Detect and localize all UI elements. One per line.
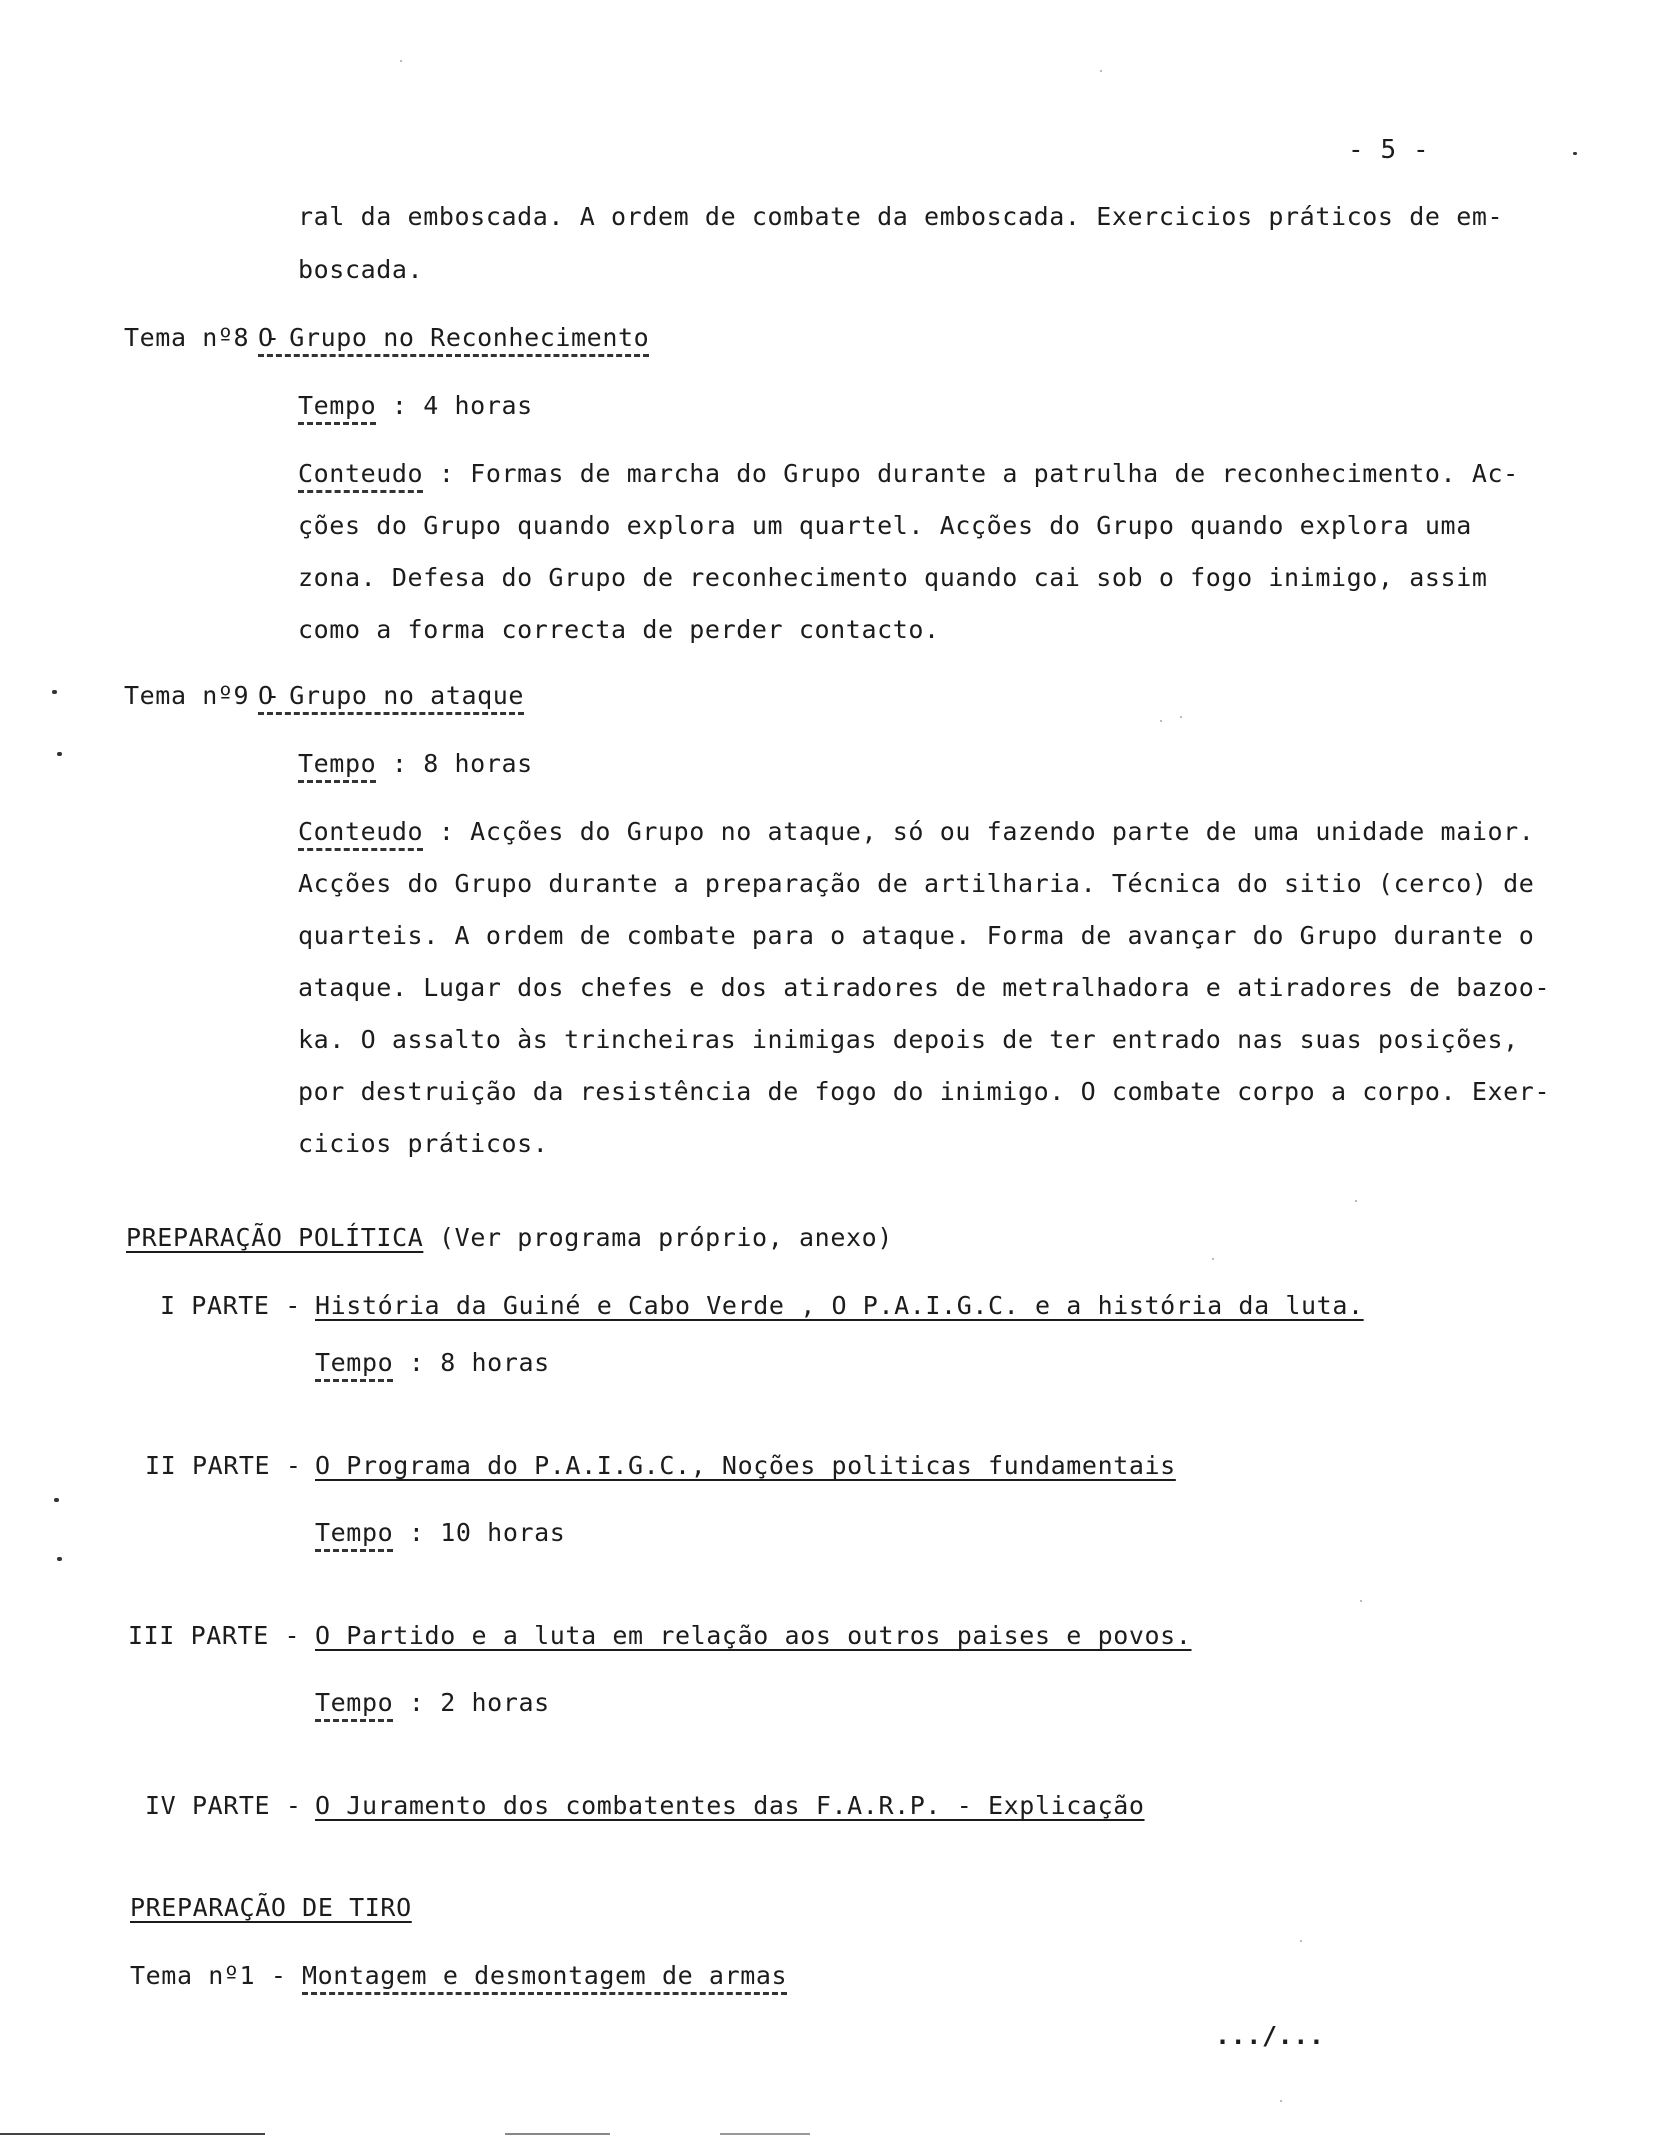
tema9-tempo-label: Tempo: [298, 749, 376, 783]
part1-tempo: [315, 1347, 550, 1379]
intro-line-2: boscada.: [298, 255, 424, 284]
tema9-conteudo-label: Conteudo: [298, 817, 423, 851]
tema8-tempo: [298, 390, 533, 422]
part2-title: [315, 1450, 1176, 1482]
margin-dot: [54, 1498, 59, 1502]
corner-mark: [1573, 152, 1577, 155]
tema8-title-text: O Grupo no Reconhecimento: [258, 323, 649, 357]
part3-tempo-value: : 2 horas: [408, 1688, 550, 1717]
tema9-conteudo: [298, 806, 1560, 1170]
part4-label: IV PARTE -: [145, 1791, 302, 1820]
part4-title: [315, 1790, 1145, 1822]
scan-speck: [1180, 716, 1182, 718]
part2-tempo: [315, 1517, 565, 1549]
tiro-tema1-title: [302, 1960, 787, 1992]
scan-speck: [400, 60, 402, 62]
preparacao-tiro-heading-text: PREPARAÇÃO DE TIRO: [130, 1893, 412, 1922]
preparacao-politica-header: [126, 1222, 893, 1254]
tema9-title-text: O Grupo no ataque: [258, 681, 524, 715]
page-number: - 5 -: [1348, 135, 1430, 165]
margin-dot: [57, 752, 62, 756]
scan-speck: [1212, 1258, 1214, 1260]
preparacao-politica-note: (Ver programa próprio, anexo): [439, 1223, 893, 1252]
part4-title-text: O Juramento dos combatentes das F.A.R.P. - Explicação: [315, 1791, 1145, 1820]
tema8-conteudo: [298, 448, 1560, 656]
continuation-mark: .../...: [1215, 2021, 1325, 2050]
part2-tempo-label: Tempo: [315, 1518, 393, 1552]
part3-label: III PARTE -: [128, 1621, 301, 1650]
tema9-title: [258, 680, 524, 712]
scan-speck: [1100, 70, 1102, 72]
tiro-tema1-title-text: Montagem e desmontagem de armas: [302, 1961, 787, 1995]
part2-tempo-value: : 10 horas: [408, 1518, 566, 1547]
part1-label: I PARTE -: [160, 1291, 301, 1320]
part2-title-text: O Programa do P.A.I.G.C., Noções politicas fundamentais: [315, 1451, 1176, 1480]
tema9-conteudo-text: : Acções do Grupo no ataque, só ou fazendo parte de uma unidade maior. Acções do Grupo durante a preparação de artilharia. Técnica do sitio (cerco) de quarteis. A ordem de combate para o ataque. Forma de avançar do Grupo durante o ataque. Lugar dos chefes e dos atiradores de metralhadora e atiradores de bazoo- ka. O assalto às trincheiras inimigas depois de ter entrado nas suas posições, por destruição da resistência de fogo do inimigo. O combate corpo a corpo. Exer- cicios práticos.: [298, 817, 1551, 1158]
tema8-tempo-value: : 4 horas: [391, 391, 533, 420]
part3-title-text: O Partido e a luta em relação aos outros paises e povos.: [315, 1621, 1192, 1650]
tema8-title: [258, 322, 649, 354]
tema9-tempo: [298, 748, 533, 780]
tema8-conteudo-text: : Formas de marcha do Grupo durante a patrulha de reconhecimento. Ac- ções do Grupo quando explora um quartel. Acções do Grupo quando explora uma zona. Defesa do Grupo de reconhecimento quando cai sob o fogo inimigo, assim como a forma correcta de perder contacto.: [298, 459, 1519, 644]
preparacao-politica-heading: PREPARAÇÃO POLÍTICA: [126, 1223, 424, 1252]
scan-speck: [1360, 1600, 1362, 1602]
tema8-tempo-label: Tempo: [298, 391, 376, 425]
margin-dot: [57, 1557, 62, 1561]
part1-title-text: História da Guiné e Cabo Verde , O P.A.I.G.C. e a história da luta.: [315, 1291, 1364, 1320]
tema8-label: Tema nº8 -: [124, 323, 281, 352]
scan-speck: [1355, 1200, 1357, 1202]
part3-tempo-label: Tempo: [315, 1688, 393, 1722]
part1-tempo-label: Tempo: [315, 1348, 393, 1382]
margin-dot: [52, 690, 57, 694]
part2-label: II PARTE -: [145, 1451, 302, 1480]
part3-title: [315, 1620, 1191, 1652]
tema9-label: Tema nº9 -: [124, 681, 281, 710]
bottom-rule: [505, 2133, 610, 2135]
bottom-rule: [720, 2133, 810, 2135]
preparacao-tiro-heading: [130, 1892, 412, 1924]
tema9-tempo-value: : 8 horas: [391, 749, 533, 778]
intro-line-1: ral da emboscada. A ordem de combate da emboscada. Exercicios práticos de em-: [298, 202, 1504, 231]
tiro-tema1-label: Tema nº1 -: [130, 1961, 287, 1990]
part3-tempo: [315, 1687, 550, 1719]
part1-title: [315, 1290, 1364, 1322]
part1-tempo-value: : 8 horas: [408, 1348, 550, 1377]
bottom-rule: [0, 2133, 265, 2135]
scan-speck: [1160, 720, 1162, 722]
scan-speck: [1300, 1940, 1302, 1942]
scan-speck: [1280, 2100, 1282, 2102]
tema8-conteudo-label: Conteudo: [298, 459, 423, 493]
